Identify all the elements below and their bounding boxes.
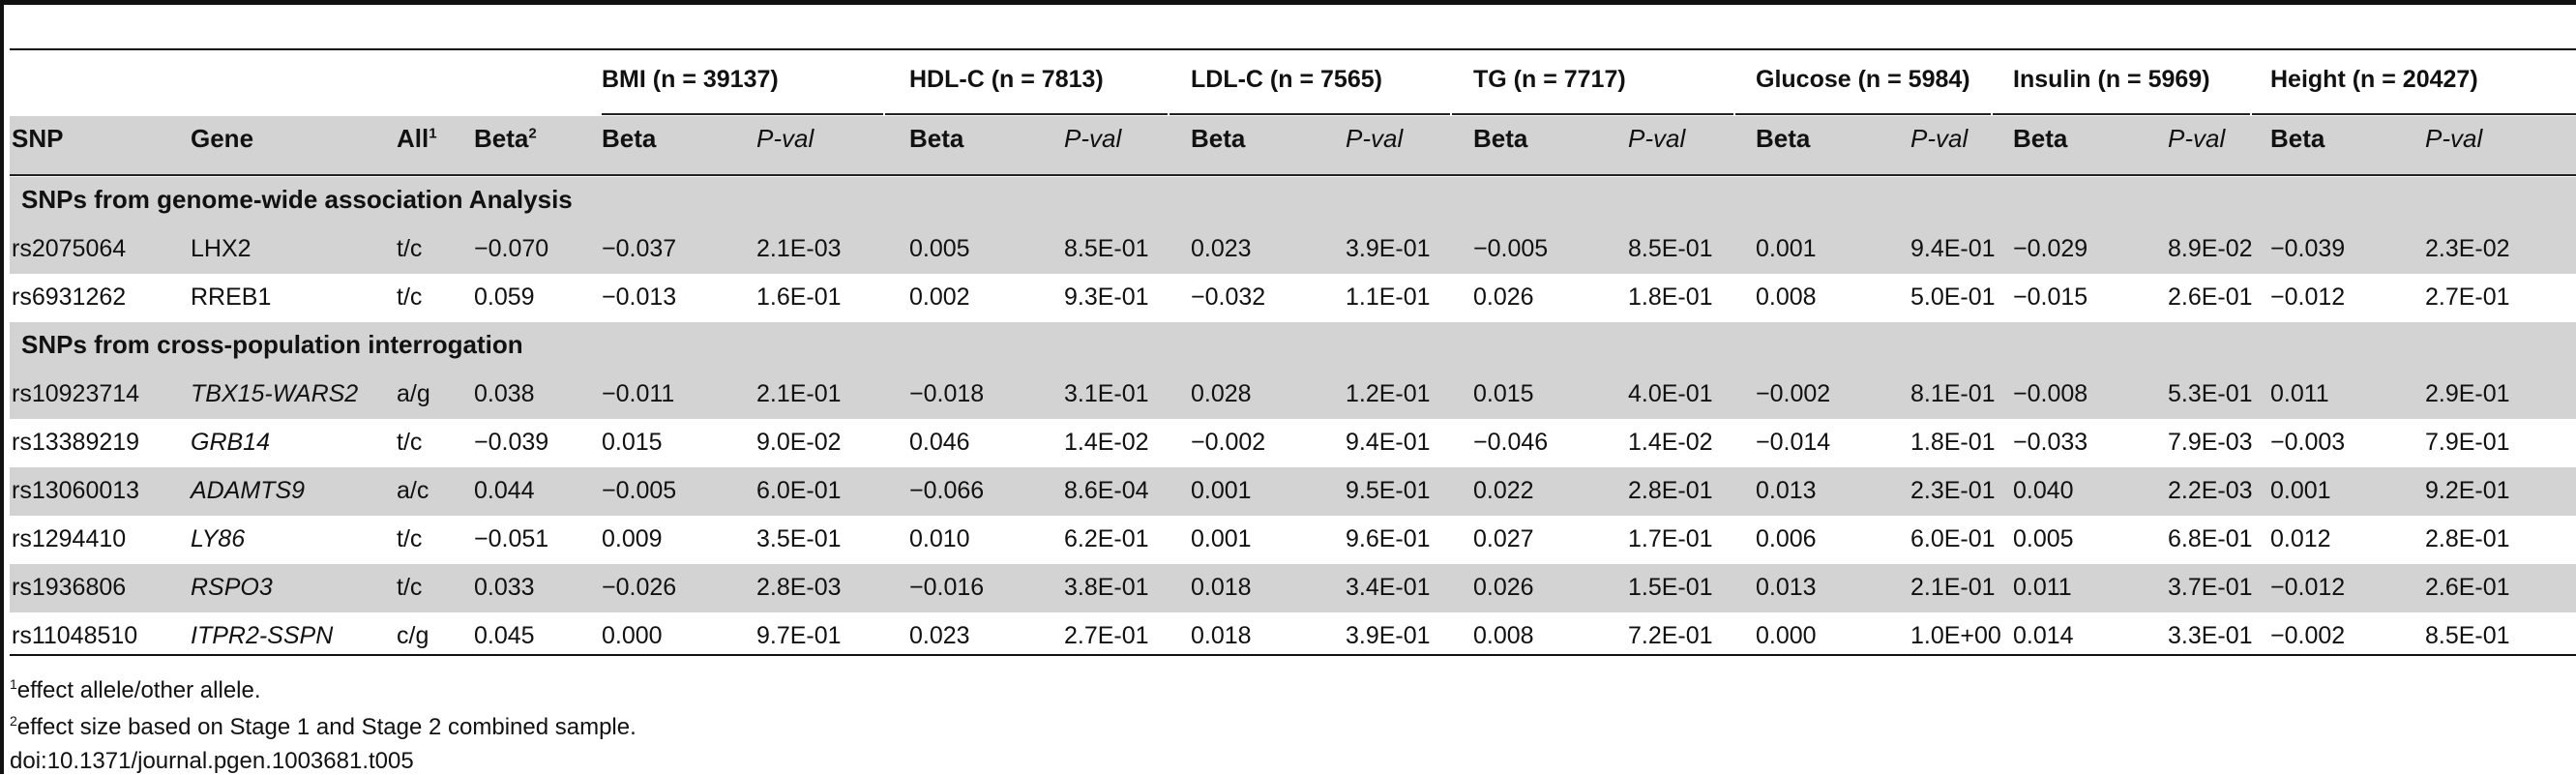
cell-allele: t/c bbox=[397, 429, 423, 456]
cell-group-beta: 0.015 bbox=[1473, 380, 1534, 407]
cell-group-beta: −0.012 bbox=[2270, 574, 2346, 601]
group-header-bmi: BMI (n = 39137) bbox=[602, 66, 779, 93]
sub-header-pval: P-val bbox=[756, 124, 814, 153]
cell-group-beta: −0.005 bbox=[1473, 235, 1549, 262]
sub-header-beta: Beta bbox=[2013, 124, 2068, 153]
cell-group-beta: −0.012 bbox=[2270, 283, 2346, 311]
cell-group-beta: −0.018 bbox=[909, 380, 985, 407]
cell-snp: rs10923714 bbox=[12, 380, 140, 407]
cell-group-pval: 9.4E-01 bbox=[1910, 235, 1996, 262]
cell-group-pval: 1.6E-01 bbox=[756, 283, 842, 311]
cell-group-beta: 0.026 bbox=[1473, 574, 1534, 601]
cell-gene: LHX2 bbox=[191, 235, 252, 262]
section-title: SNPs from cross-population interrogation bbox=[21, 330, 523, 359]
cell-allele: t/c bbox=[397, 525, 423, 552]
cell-group-pval: 2.7E-01 bbox=[1064, 622, 1149, 649]
cell-group-pval: 2.3E-01 bbox=[1910, 477, 1996, 504]
sub-header-pval: P-val bbox=[1910, 124, 1969, 153]
cell-group-beta: 0.027 bbox=[1473, 525, 1534, 552]
cell-group-pval: 8.9E-02 bbox=[2168, 235, 2253, 262]
cell-group-pval: 2.1E-01 bbox=[1910, 574, 1996, 601]
cell-group-beta: −0.029 bbox=[2013, 235, 2088, 262]
cell-group-beta: 0.000 bbox=[1756, 622, 1817, 649]
cell-group-beta: 0.006 bbox=[1756, 525, 1817, 552]
cell-snp: rs2075064 bbox=[12, 235, 127, 262]
sub-header-beta: Beta bbox=[602, 124, 657, 153]
cell-group-beta: 0.001 bbox=[2270, 477, 2331, 504]
cell-group-pval: 3.4E-01 bbox=[1346, 574, 1431, 601]
page-top-border bbox=[0, 0, 2576, 5]
cell-gene: GRB14 bbox=[191, 429, 270, 456]
cell-gene: RSPO3 bbox=[191, 574, 273, 601]
cell-group-beta: 0.001 bbox=[1756, 235, 1817, 262]
cell-group-beta: 0.005 bbox=[909, 235, 970, 262]
table-row bbox=[10, 274, 2576, 322]
group-underline bbox=[1735, 113, 1991, 115]
cell-group-pval: 7.9E-01 bbox=[2425, 429, 2510, 456]
cell-group-pval: 7.2E-01 bbox=[1628, 622, 1713, 649]
cell-group-beta: −0.014 bbox=[1756, 429, 1831, 456]
sub-header-beta: Beta bbox=[1756, 124, 1811, 153]
cell-beta: 0.059 bbox=[474, 283, 535, 311]
cell-group-pval: 2.8E-01 bbox=[1628, 477, 1713, 504]
sub-header-pval: P-val bbox=[2168, 124, 2226, 153]
cell-group-pval: 2.7E-01 bbox=[2425, 283, 2510, 311]
section-title: SNPs from genome-wide association Analysis bbox=[21, 185, 573, 214]
footnote: $^1$effect allele/other allele. bbox=[10, 676, 261, 703]
group-underline bbox=[602, 113, 883, 115]
cell-group-beta: −0.013 bbox=[602, 283, 677, 311]
cell-group-beta: 0.010 bbox=[909, 525, 970, 552]
cell-group-beta: 0.013 bbox=[1756, 574, 1817, 601]
cell-group-beta: 0.040 bbox=[2013, 477, 2074, 504]
cell-group-pval: 9.7E-01 bbox=[756, 622, 842, 649]
cell-group-beta: −0.026 bbox=[602, 574, 677, 601]
cell-snp: rs11048510 bbox=[12, 622, 138, 649]
cell-group-beta: −0.066 bbox=[909, 477, 985, 504]
cell-group-beta: 0.015 bbox=[602, 429, 663, 456]
cell-allele: t/c bbox=[397, 283, 423, 311]
cell-group-beta: −0.016 bbox=[909, 574, 985, 601]
cell-allele: c/g bbox=[397, 622, 429, 649]
cell-group-pval: 1.8E-01 bbox=[1628, 283, 1713, 311]
footnote: $^2$effect size based on Stage 1 and Stage 2 combined sample. bbox=[10, 713, 637, 740]
cell-group-beta: −0.005 bbox=[602, 477, 677, 504]
cell-snp: rs13060013 bbox=[12, 477, 140, 504]
cell-group-pval: 2.1E-03 bbox=[756, 235, 842, 262]
cell-group-pval: 3.9E-01 bbox=[1346, 622, 1431, 649]
cell-group-beta: 0.028 bbox=[1191, 380, 1252, 407]
group-underline bbox=[1993, 113, 2250, 115]
column-header-rule bbox=[10, 174, 2576, 176]
cell-group-beta: −0.015 bbox=[2013, 283, 2088, 311]
table-row bbox=[10, 419, 2576, 467]
group-underline bbox=[1452, 113, 1733, 115]
cell-group-pval: 9.3E-01 bbox=[1064, 283, 1149, 311]
cell-group-beta: 0.014 bbox=[2013, 622, 2074, 649]
table-row bbox=[10, 467, 2576, 516]
table-row bbox=[10, 516, 2576, 564]
cell-group-pval: 1.7E-01 bbox=[1628, 525, 1713, 552]
col-header-all: All$^1$ bbox=[397, 124, 437, 153]
cell-group-beta: −0.046 bbox=[1473, 429, 1549, 456]
cell-group-pval: 8.5E-01 bbox=[1064, 235, 1149, 262]
cell-gene: RREB1 bbox=[191, 283, 272, 311]
cell-group-beta: 0.011 bbox=[2270, 380, 2329, 407]
cell-group-beta: −0.008 bbox=[2013, 380, 2088, 407]
cell-group-pval: 1.8E-01 bbox=[1910, 429, 1996, 456]
group-header-tg: TG (n = 7717) bbox=[1473, 66, 1626, 93]
col-header-gene: Gene bbox=[191, 124, 254, 153]
cell-group-beta: −0.002 bbox=[2270, 622, 2346, 649]
cell-group-pval: 2.8E-01 bbox=[2425, 525, 2510, 552]
cell-group-pval: 1.5E-01 bbox=[1628, 574, 1713, 601]
cell-group-pval: 2.6E-01 bbox=[2168, 283, 2253, 311]
cell-group-beta: 0.002 bbox=[909, 283, 970, 311]
group-underline bbox=[1170, 113, 1450, 115]
cell-group-pval: 9.2E-01 bbox=[2425, 477, 2510, 504]
cell-group-pval: 2.2E-03 bbox=[2168, 477, 2253, 504]
cell-group-beta: −0.037 bbox=[602, 235, 677, 262]
group-header-ldl-c: LDL-C (n = 7565) bbox=[1191, 66, 1382, 93]
cell-group-pval: 6.0E-01 bbox=[756, 477, 842, 504]
sub-header-pval: P-val bbox=[1628, 124, 1686, 153]
cell-group-beta: 0.022 bbox=[1473, 477, 1534, 504]
cell-group-pval: 9.0E-02 bbox=[756, 429, 842, 456]
cell-group-beta: 0.026 bbox=[1473, 283, 1534, 311]
cell-group-beta: 0.023 bbox=[1191, 235, 1252, 262]
cell-group-pval: 8.6E-04 bbox=[1064, 477, 1149, 504]
cell-gene: TBX15-WARS2 bbox=[191, 380, 359, 407]
sub-header-pval: P-val bbox=[1064, 124, 1122, 153]
cell-group-pval: 4.0E-01 bbox=[1628, 380, 1713, 407]
cell-snp: rs1936806 bbox=[12, 574, 127, 601]
cell-gene: LY86 bbox=[191, 525, 246, 552]
cell-group-pval: 6.2E-01 bbox=[1064, 525, 1149, 552]
cell-gene: ITPR2-SSPN bbox=[191, 622, 334, 649]
cell-snp: rs6931262 bbox=[12, 283, 127, 311]
cell-group-pval: 6.8E-01 bbox=[2168, 525, 2253, 552]
cell-group-beta: 0.008 bbox=[1473, 622, 1534, 649]
group-header-hdl-c: HDL-C (n = 7813) bbox=[909, 66, 1104, 93]
cell-group-beta: 0.001 bbox=[1191, 477, 1252, 504]
cell-beta: −0.051 bbox=[474, 525, 549, 552]
section-header bbox=[10, 322, 2576, 371]
cell-group-beta: 0.011 bbox=[2013, 574, 2072, 601]
cell-group-pval: 1.1E-01 bbox=[1346, 283, 1431, 311]
cell-group-beta: −0.002 bbox=[1191, 429, 1266, 456]
sub-header-beta: Beta bbox=[1473, 124, 1528, 153]
cell-group-pval: 7.9E-03 bbox=[2168, 429, 2253, 456]
group-header-glucose: Glucose (n = 5984) bbox=[1756, 66, 1970, 93]
cell-group-beta: −0.039 bbox=[2270, 235, 2346, 262]
table-top-rule bbox=[10, 48, 2576, 50]
cell-group-pval: 2.1E-01 bbox=[756, 380, 842, 407]
cell-group-pval: 1.0E+00 bbox=[1910, 622, 2001, 649]
cell-group-pval: 3.5E-01 bbox=[756, 525, 842, 552]
cell-beta: 0.038 bbox=[474, 380, 535, 407]
cell-group-beta: −0.033 bbox=[2013, 429, 2088, 456]
cell-allele: a/c bbox=[397, 477, 429, 504]
cell-beta: 0.044 bbox=[474, 477, 535, 504]
cell-allele: t/c bbox=[397, 235, 423, 262]
cell-group-pval: 2.9E-01 bbox=[2425, 380, 2510, 407]
footnote: doi:10.1371/journal.pgen.1003681.t005 bbox=[10, 748, 414, 774]
sub-header-pval: P-val bbox=[1346, 124, 1404, 153]
page-left-border bbox=[0, 0, 4, 774]
cell-group-beta: −0.032 bbox=[1191, 283, 1266, 311]
cell-group-pval: 9.6E-01 bbox=[1346, 525, 1431, 552]
cell-group-beta: 0.001 bbox=[1191, 525, 1252, 552]
cell-snp: rs13389219 bbox=[12, 429, 140, 456]
table-row bbox=[10, 371, 2576, 419]
cell-group-beta: 0.008 bbox=[1756, 283, 1817, 311]
cell-group-pval: 3.9E-01 bbox=[1346, 235, 1431, 262]
cell-group-pval: 2.6E-01 bbox=[2425, 574, 2510, 601]
cell-group-pval: 2.8E-03 bbox=[756, 574, 842, 601]
cell-allele: t/c bbox=[397, 574, 423, 601]
table-bottom-rule bbox=[10, 654, 2576, 656]
table-row bbox=[10, 564, 2576, 612]
cell-group-pval: 9.5E-01 bbox=[1346, 477, 1431, 504]
cell-allele: a/g bbox=[397, 380, 430, 407]
group-header-height: Height (n = 20427) bbox=[2270, 66, 2478, 93]
col-header-snp: SNP bbox=[12, 124, 64, 153]
col-header-beta: Beta$^2$ bbox=[474, 124, 537, 153]
cell-beta: −0.070 bbox=[474, 235, 549, 262]
table-row bbox=[10, 225, 2576, 274]
cell-group-pval: 2.3E-02 bbox=[2425, 235, 2510, 262]
sub-header-pval: P-val bbox=[2425, 124, 2483, 153]
cell-snp: rs1294410 bbox=[12, 525, 127, 552]
cell-group-pval: 3.3E-01 bbox=[2168, 622, 2253, 649]
cell-group-beta: 0.018 bbox=[1191, 574, 1252, 601]
group-underline bbox=[2252, 113, 2576, 115]
cell-group-beta: 0.023 bbox=[909, 622, 970, 649]
cell-group-pval: 8.5E-01 bbox=[1628, 235, 1713, 262]
cell-group-pval: 1.4E-02 bbox=[1064, 429, 1149, 456]
group-header-insulin: Insulin (n = 5969) bbox=[2013, 66, 2210, 93]
cell-group-pval: 5.0E-01 bbox=[1910, 283, 1996, 311]
cell-group-beta: −0.002 bbox=[1756, 380, 1831, 407]
cell-group-pval: 1.2E-01 bbox=[1346, 380, 1431, 407]
cell-group-pval: 1.4E-02 bbox=[1628, 429, 1713, 456]
cell-gene: ADAMTS9 bbox=[191, 477, 306, 504]
cell-group-beta: 0.009 bbox=[602, 525, 663, 552]
sub-header-beta: Beta bbox=[909, 124, 964, 153]
cell-group-pval: 3.1E-01 bbox=[1064, 380, 1149, 407]
cell-group-beta: 0.005 bbox=[2013, 525, 2074, 552]
cell-beta: 0.045 bbox=[474, 622, 535, 649]
cell-beta: 0.033 bbox=[474, 574, 535, 601]
cell-beta: −0.039 bbox=[474, 429, 549, 456]
cell-group-pval: 8.1E-01 bbox=[1910, 380, 1996, 407]
sub-header-beta: Beta bbox=[2270, 124, 2325, 153]
cell-group-pval: 5.3E-01 bbox=[2168, 380, 2253, 407]
cell-group-pval: 3.8E-01 bbox=[1064, 574, 1149, 601]
cell-group-beta: −0.011 bbox=[602, 380, 675, 407]
cell-group-beta: 0.013 bbox=[1756, 477, 1817, 504]
cell-group-beta: 0.012 bbox=[2270, 525, 2331, 552]
cell-group-pval: 8.5E-01 bbox=[2425, 622, 2510, 649]
cell-group-beta: 0.046 bbox=[909, 429, 970, 456]
cell-group-beta: 0.018 bbox=[1191, 622, 1252, 649]
cell-group-pval: 9.4E-01 bbox=[1346, 429, 1431, 456]
group-underline bbox=[885, 113, 1168, 115]
section-header bbox=[10, 177, 2576, 225]
cell-group-beta: 0.000 bbox=[602, 622, 663, 649]
sub-header-beta: Beta bbox=[1191, 124, 1246, 153]
cell-group-pval: 6.0E-01 bbox=[1910, 525, 1996, 552]
cell-group-pval: 3.7E-01 bbox=[2168, 574, 2253, 601]
cell-group-beta: −0.003 bbox=[2270, 429, 2346, 456]
